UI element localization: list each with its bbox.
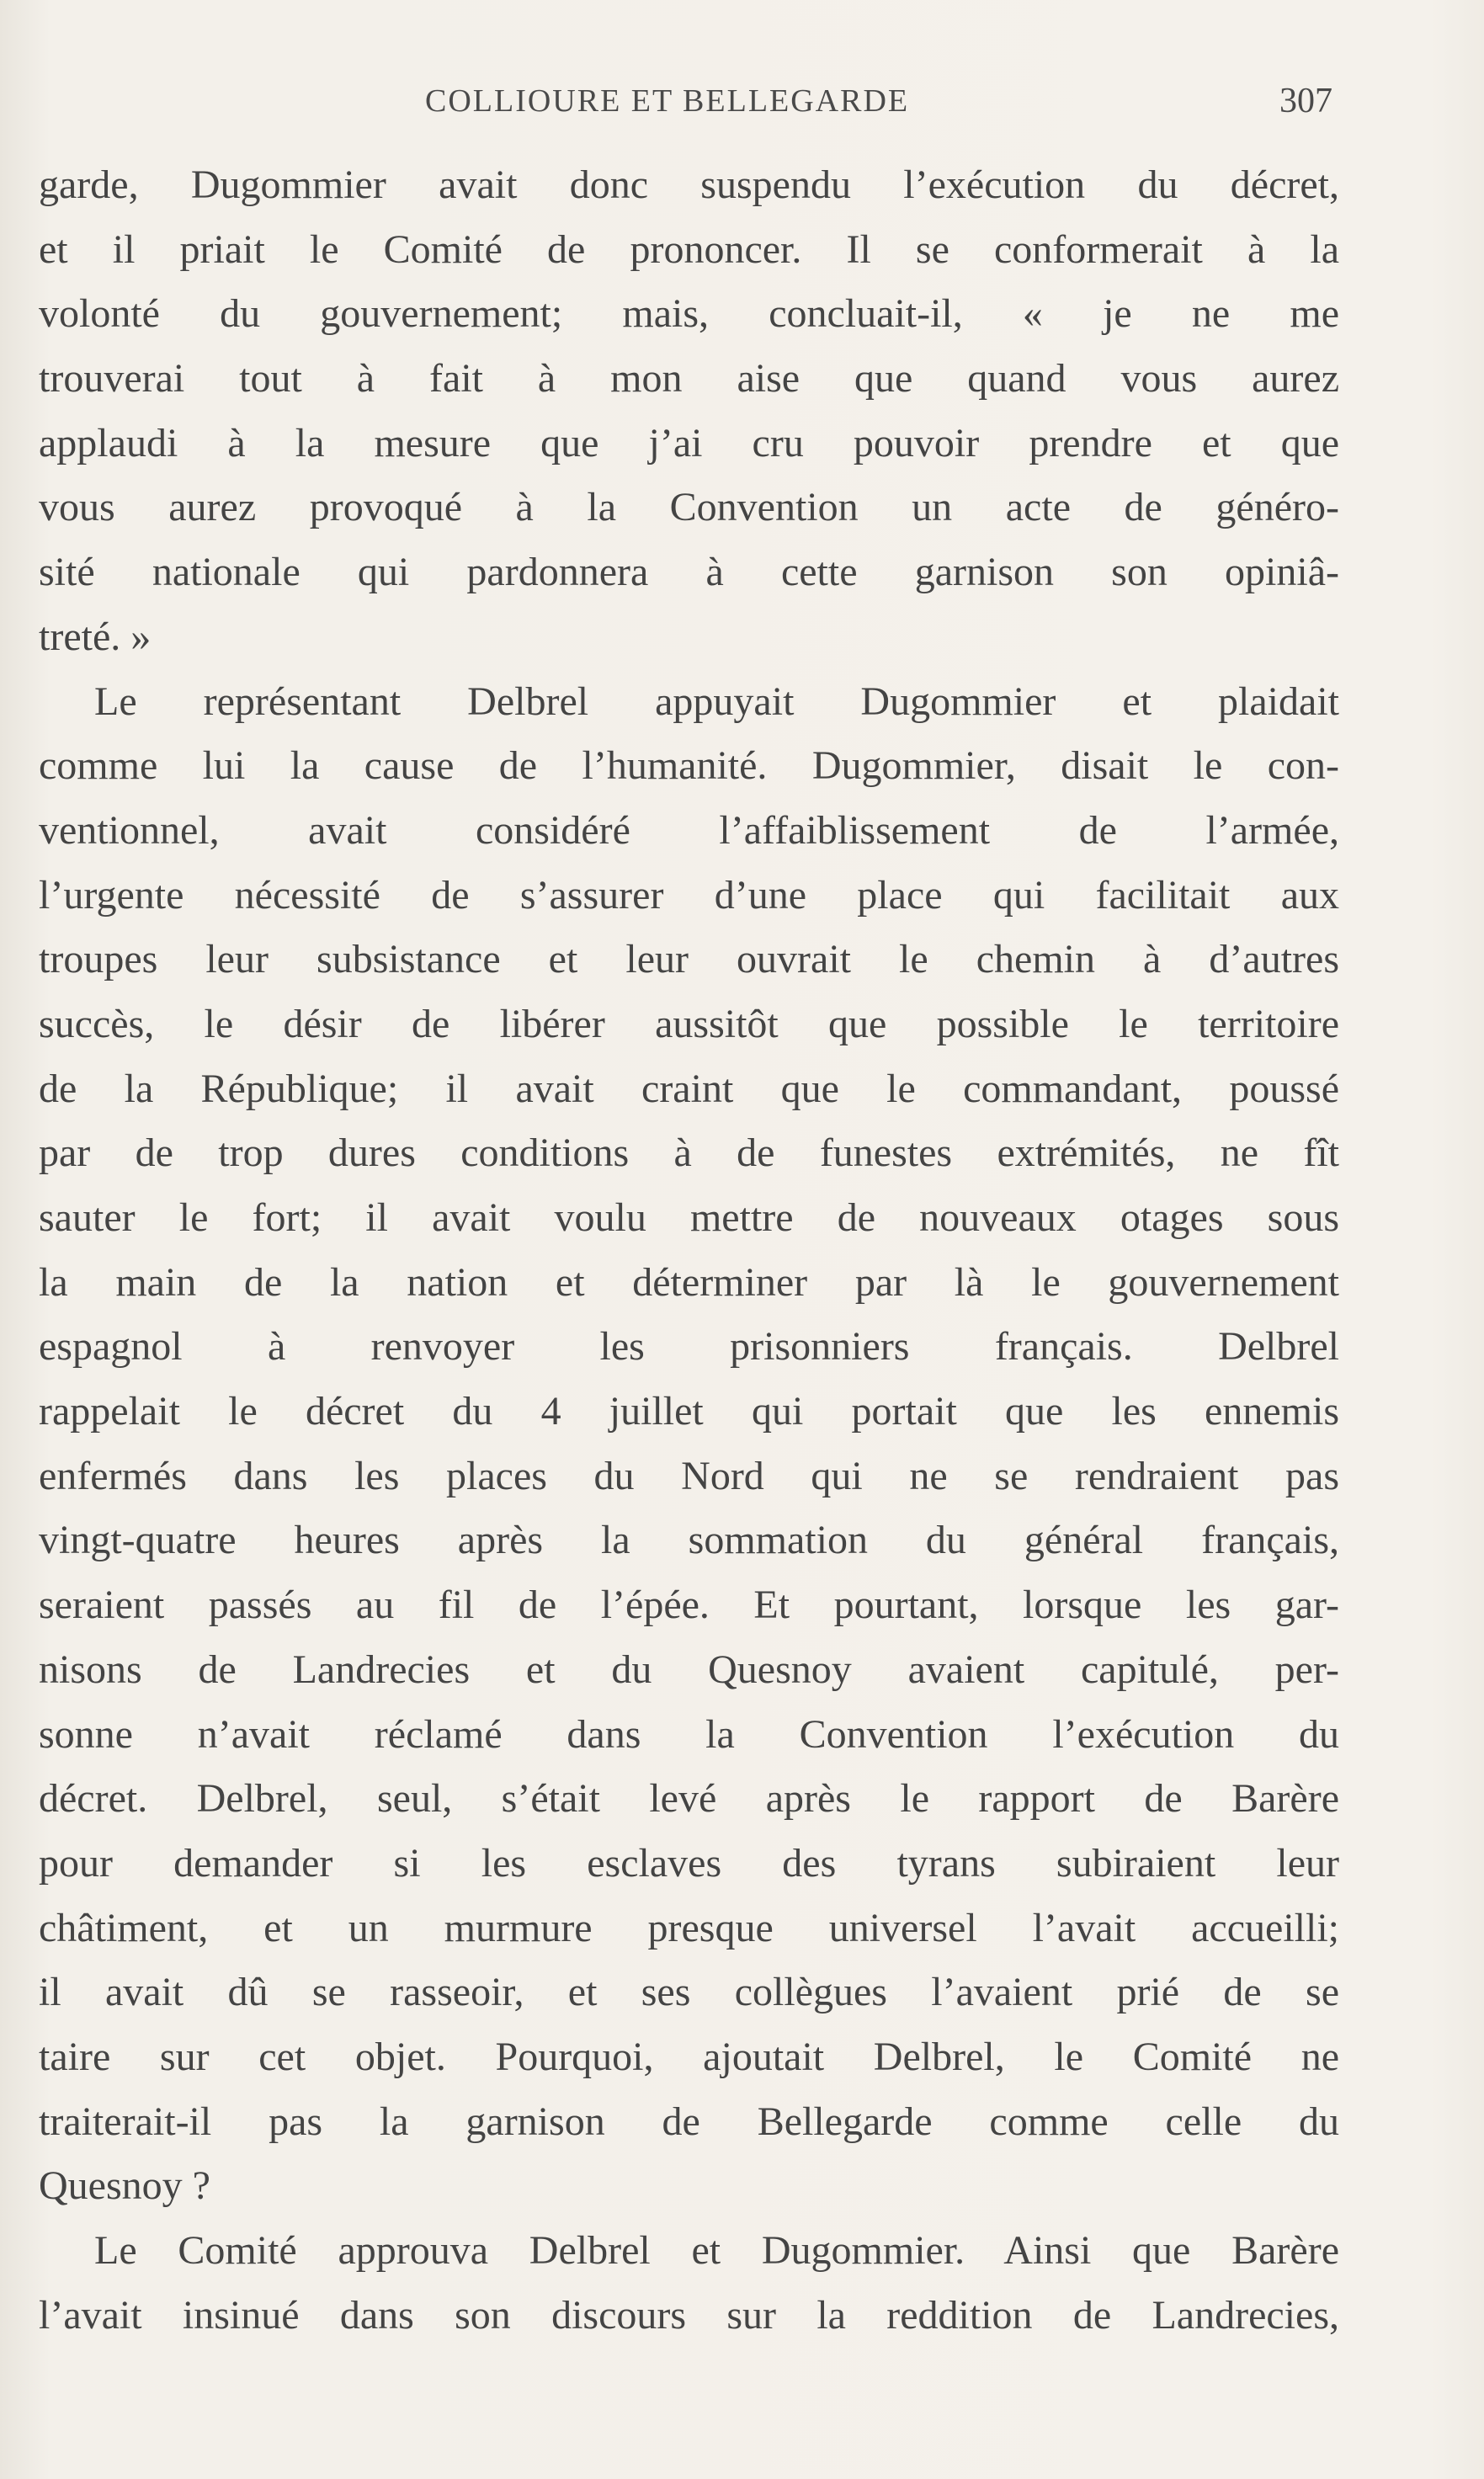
text-line: la main de la nation et déterminer par là le gouvernement: [39, 1259, 1339, 1305]
text-line: trouverai tout à fait à mon aise que quand vous aurez: [39, 356, 1339, 402]
text-line: volonté du gouvernement; mais, concluait-il, « je ne me: [39, 291, 1339, 337]
text-line: Quesnoy ?: [39, 2163, 210, 2209]
text-line: seraient passés au fil de l’épée. Et pourtant, lorsque les gar-: [39, 1583, 1339, 1628]
text-line: sonne n’avait réclamé dans la Convention l’exécution du: [39, 1711, 1339, 1757]
text-line: troupes leur subsistance et leur ouvrait le chemin à d’autres: [39, 937, 1339, 982]
text-line: il avait dû se rasseoir, et ses collègues l’avaient prié de se: [39, 1970, 1339, 2015]
text-line: ventionnel, avait considéré l’affaiblissement de l’armée,: [39, 807, 1339, 853]
text-line: garde, Dugommier avait donc suspendu l’exécution du décret,: [39, 162, 1339, 207]
page-number: 307: [1279, 82, 1332, 120]
text-line: de la République; il avait craint que le commandant, poussé: [39, 1066, 1339, 1111]
text-line: vous aurez provoqué à la Convention un acte de généro-: [39, 485, 1339, 530]
text-line: par de trop dures conditions à de funestes extrémités, ne fît: [39, 1130, 1339, 1176]
text-line: succès, le désir de libérer aussitôt que possible le territoire: [39, 1001, 1339, 1046]
text-line: sité nationale qui pardonnera à cette garnison son opiniâ-: [39, 550, 1339, 595]
text-line: traiterait-il pas la garnison de Bellegarde comme celle du: [39, 2099, 1339, 2144]
text-line: comme lui la cause de l’humanité. Dugommier, disait le con-: [39, 743, 1339, 789]
text-line: châtiment, et un murmure presque universel l’avait accueilli;: [39, 1905, 1339, 1950]
text-line: l’avait insinué dans son discours sur la reddition de Landrecies,: [39, 2292, 1339, 2338]
text-line: Le Comité approuva Delbrel et Dugommier. Ainsi que Barère: [94, 2228, 1339, 2273]
text-line: sauter le fort; il avait voulu mettre de nouveaux otages sous: [39, 1195, 1339, 1240]
text-line: espagnol à renvoyer les prisonniers français. Delbrel: [39, 1324, 1339, 1370]
text-line: applaudi à la mesure que j’ai cru pouvoir prendre et que: [39, 420, 1339, 465]
text-line: l’urgente nécessité de s’assurer d’une place qui facilitait aux: [39, 872, 1339, 918]
text-line: rappelait le décret du 4 juillet qui portait que les ennemis: [39, 1389, 1339, 1434]
text-line: vingt-quatre heures après la sommation du général français,: [39, 1518, 1339, 1563]
text-line: pour demander si les esclaves des tyrans subiraient leur: [39, 1840, 1339, 1886]
text-line: treté. »: [39, 614, 152, 659]
text-line: nisons de Landrecies et du Quesnoy avaient capitulé, per-: [39, 1646, 1339, 1692]
text-line: décret. Delbrel, seul, s’était levé après le rapport de Barère: [39, 1776, 1339, 1822]
page-header: [0, 82, 1484, 133]
text-line: Le représentant Delbrel appuyait Dugommier et plaidait: [94, 678, 1339, 724]
body-text: [39, 153, 1339, 2348]
text-line: taire sur cet objet. Pourquoi, ajoutait Delbrel, le Comité ne: [39, 2034, 1339, 2079]
text-line: enfermés dans les places du Nord qui ne se rendraient pas: [39, 1453, 1339, 1498]
running-title: COLLIOURE ET BELLEGARDE: [425, 83, 910, 119]
text-line: et il priait le Comité de prononcer. Il se conformerait à la: [39, 226, 1339, 272]
